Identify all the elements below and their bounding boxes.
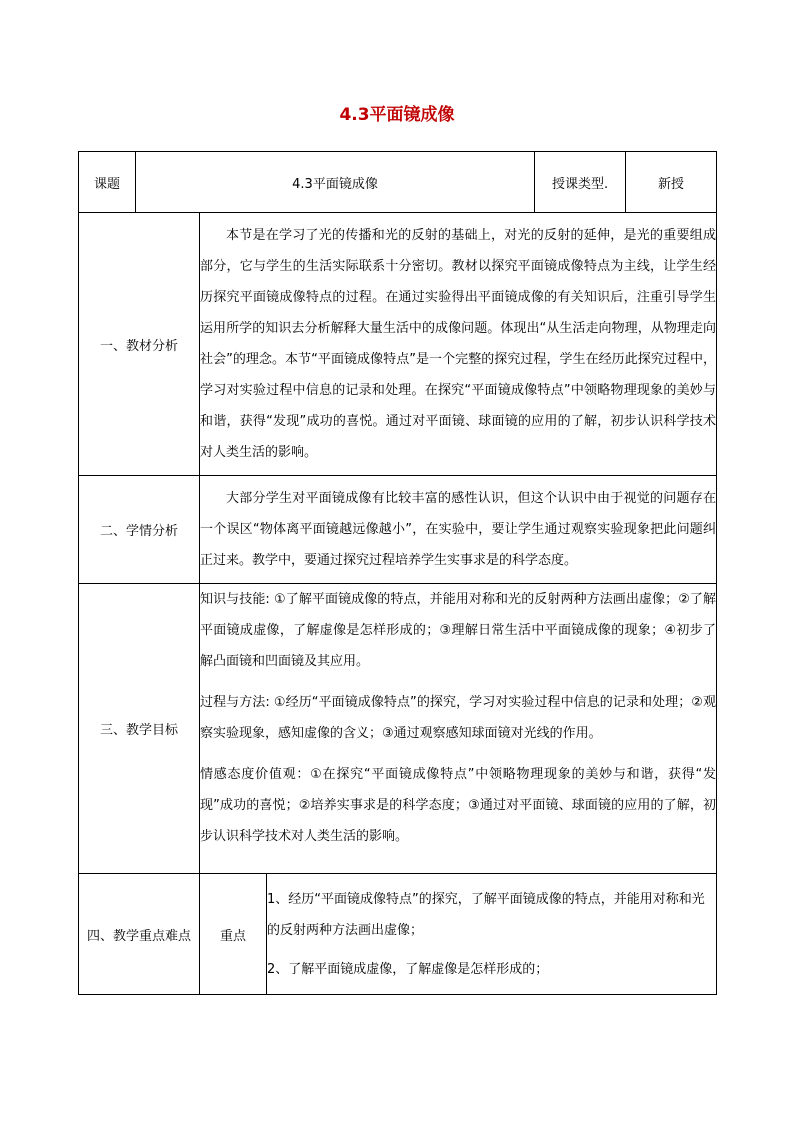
goals-row	[79, 584, 717, 874]
keypoints-row	[79, 874, 717, 995]
material-label-cell: 一、教材分析	[79, 213, 200, 476]
type-label-cell: 授课类型.	[535, 152, 626, 213]
material-text-cell: 本节是在学习了光的传播和光的反射的基础上，对光的反射的延伸，是光的重要组成部分，它与学生的生活实际联系十分密切。教材以探究平面镜成像特点为主线，让学生经历探究平面镜成像特点的过程。在通过实验得出平面镜成像的有关知识后，注重引导学生运用所学的知识去分析解释大量生活中的成像问题。体现出“从生活走向物理，从物理走向社会”的理念。本节“平面镜成像特点”是一个完整的探究过程，学生在经历此探究过程中，学习对实验过程中信息的记录和处理。在探究“平面镜成像特点”中领略物理现象的美妙与和谐，获得“发现”成功的喜悦。通过对平面镜、球面镜的应用的了解，初步认识科学技术对人类生活的影响。	[200, 213, 717, 476]
lesson-plan-table	[78, 151, 717, 995]
students-row	[79, 476, 717, 584]
keypoints-label-cell: 四、教学重点难点	[79, 874, 200, 995]
goal-process: 过程与方法: ①经历“平面镜成像特点”的探究，学习对实验过程中信息的记录和处理；②观察实验现象，感知虚像的含义；③通过观察感知球面镜对光线的作用。	[200, 695, 717, 741]
students-text-cell: 大部分学生对平面镜成像有比较丰富的感性认识，但这个认识中由于视觉的问题存在一个误区“物体离平面镜越远像越小”，在实验中，要让学生通过观察实验现象把此问题纠正过来。教学中，要通过探究过程培养学生实事求是的科学态度。	[200, 476, 717, 584]
type-cell: 新授	[626, 152, 717, 213]
document-title: 4.3平面镜成像	[339, 105, 455, 125]
keypoints-text-cell	[267, 874, 717, 995]
goal-knowledge: 知识与技能: ①了解平面镜成像的特点，并能用对称和光的反射两种方法画出虚像；②了解平面镜成虚像，了解虚像是怎样形成的；③理解日常生活中平面镜成像的现象；④初步了解凸面镜和凹面镜及其应用。	[200, 592, 717, 669]
goals-label-cell: 三、教学目标	[79, 584, 200, 874]
header-row	[79, 152, 717, 213]
keypoint-item-1: 1、经历“平面镜成像特点”的探究，了解平面镜成像的特点，并能用对称和光的反射两种方法画出虚像；	[267, 891, 705, 938]
topic-cell: 4.3平面镜成像	[136, 152, 535, 213]
keypoints-sublabel-cell: 重点	[200, 874, 267, 995]
material-row	[79, 213, 717, 476]
goals-text-cell	[200, 584, 717, 874]
topic-label-cell: 课题	[79, 152, 136, 213]
keypoint-item-2: 2、了解平面镜成虚像，了解虚像是怎样形成的；	[267, 961, 549, 977]
goal-emotion: 情感态度价值观：①在探究“平面镜成像特点”中领略物理现象的美妙与和谐，获得“发现”成功的喜悦；②培养实事求是的科学态度；③通过对平面镜、球面镜的应用的了解，初步认识科学技术对人类生活的影响。	[200, 767, 717, 844]
students-label-cell: 二、学情分析	[79, 476, 200, 584]
